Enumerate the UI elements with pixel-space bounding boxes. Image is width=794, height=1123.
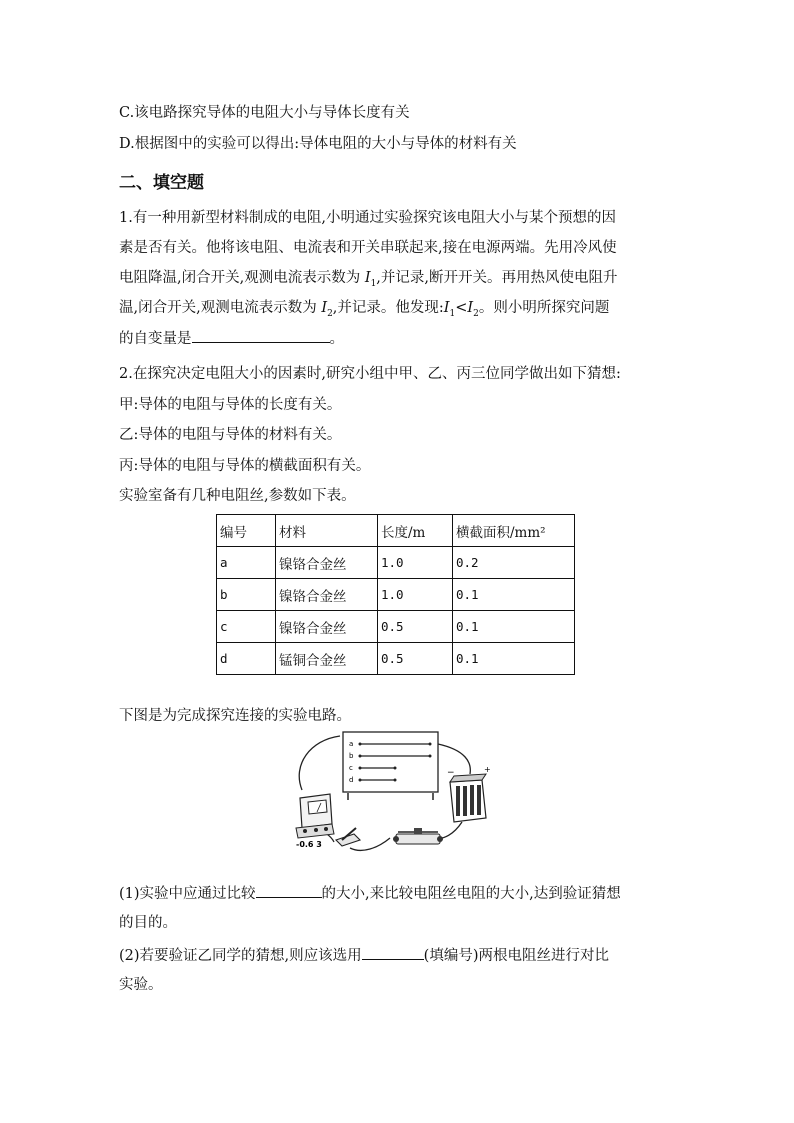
figure-intro: 下图是为完成探究连接的实验电路。: [119, 708, 351, 724]
q1-line-1: 1.有一种用新型材料制成的电阻,小明通过实验探究该电阻大小与某个预想的因: [119, 210, 616, 226]
ammeter-scale-label: -0.6 3: [296, 840, 322, 849]
current-i2: I: [321, 300, 328, 316]
wire-label-c: c: [349, 764, 353, 772]
compare-i1: I: [443, 300, 450, 316]
q2-sub1-answer-blank[interactable]: [256, 883, 322, 898]
q2-sub1-line-2: 的目的。: [119, 915, 177, 931]
wire-label-b: b: [349, 752, 354, 760]
cell-area: 0.1: [453, 611, 575, 643]
rheostat: [393, 828, 443, 844]
option-d: D.根据图中的实验可以得出:导体电阻的大小与导体的材料有关: [119, 136, 517, 152]
compare-i2-subscript: 2: [473, 308, 479, 319]
q1-answer-blank[interactable]: [192, 328, 330, 343]
header-material: 材料: [276, 515, 378, 547]
battery-plus-label: +: [484, 765, 491, 774]
q1-line-5: [119, 328, 344, 349]
q1-line-4-text-b: ,并记录。他发现:: [332, 300, 444, 316]
cell-length: 0.5: [378, 643, 453, 675]
q1-line-4-text-c: 。则小明所探究问题: [478, 300, 610, 316]
q2-sub1-line-1: [119, 883, 621, 904]
resistance-wire-table: [216, 514, 575, 675]
table-row: [217, 643, 575, 675]
cell-length: 0.5: [378, 611, 453, 643]
cell-material: 镍铬合金丝: [276, 611, 378, 643]
q2-sub2-line-1: [119, 945, 609, 966]
q1-line-4: [119, 298, 609, 324]
q1-line-5-text-a: 的自变量是: [119, 331, 192, 347]
wire-label-a: a: [349, 740, 354, 748]
current-i1-subscript: 1: [370, 278, 377, 289]
q2-sub2-text-b: (填编号)两根电阻丝进行对比: [423, 948, 609, 964]
q2-line-1: 2.在探究决定电阻大小的因素时,研究小组中甲、乙、丙三位同学做出如下猜想:: [119, 366, 621, 382]
table-row: [217, 579, 575, 611]
wire-board-to-ammeter: [299, 736, 340, 790]
header-id: 编号: [217, 515, 276, 547]
cell-material: 镍铬合金丝: [276, 547, 378, 579]
q1-line-3: [119, 268, 618, 294]
cell-area: 0.1: [453, 579, 575, 611]
header-area: 横截面积/mm²: [453, 515, 575, 547]
header-length: 长度/m: [378, 515, 453, 547]
cell-length: 1.0: [378, 579, 453, 611]
q1-line-3-text-b: ,并记录,断开开关。再用热风使电阻升: [376, 270, 618, 286]
guess-bing: 丙:导体的电阻与导体的横截面积有关。: [119, 458, 371, 474]
resistance-wire-board: [343, 732, 438, 800]
table-row: [217, 547, 575, 579]
q2-sub2-text-a: (2)若要验证乙同学的猜想,则应该选用: [119, 948, 362, 964]
q1-line-4-text-a: 温,闭合开关,观测电流表示数为: [119, 300, 322, 316]
guess-jia: 甲:导体的电阻与导体的长度有关。: [119, 397, 342, 413]
cell-id: c: [217, 611, 276, 643]
wire-label-d: d: [349, 776, 354, 784]
cell-material: 镍铬合金丝: [276, 579, 378, 611]
table-row: [217, 611, 575, 643]
current-i1: I: [364, 270, 371, 286]
cell-material: 锰铜合金丝: [276, 643, 378, 675]
q2-sub2-line-2: 实验。: [119, 977, 163, 993]
compare-i2: I: [467, 300, 474, 316]
ammeter: [296, 794, 334, 849]
section-title: 二、填空题: [119, 173, 204, 193]
q1-line-3-text-a: 电阻降温,闭合开关,观测电流表示数为: [119, 270, 365, 286]
table-intro: 实验室备有几种电阻丝,参数如下表。: [119, 488, 356, 504]
cell-id: a: [217, 547, 276, 579]
q1-line-2: 素是否有关。他将该电阻、电流表和开关串联起来,接在电源两端。先用冷风使: [119, 240, 617, 256]
q2-sub1-text-b: 的大小,来比较电阻丝电阻的大小,达到验证猜想: [321, 886, 621, 902]
battery-minus-label: −: [447, 768, 455, 778]
cell-id: d: [217, 643, 276, 675]
cell-area: 0.1: [453, 643, 575, 675]
q1-line-5-text-b: 。: [329, 331, 344, 347]
current-i2-subscript: 2: [327, 308, 333, 319]
experiment-circuit-figure: [290, 730, 500, 855]
q2-sub2-answer-blank[interactable]: [362, 945, 424, 960]
cell-id: b: [217, 579, 276, 611]
cell-length: 1.0: [378, 547, 453, 579]
guess-yi: 乙:导体的电阻与导体的材料有关。: [119, 427, 342, 443]
cell-area: 0.2: [453, 547, 575, 579]
compare-i1-subscript: 1: [449, 308, 456, 319]
option-c: C.该电路探究导体的电阻大小与导体长度有关: [119, 105, 410, 121]
q2-sub1-text-a: (1)实验中应通过比较: [119, 886, 256, 902]
table-header-row: [217, 515, 575, 547]
compare-operator: <: [455, 300, 468, 316]
battery: [447, 765, 491, 822]
switch: [336, 828, 360, 846]
